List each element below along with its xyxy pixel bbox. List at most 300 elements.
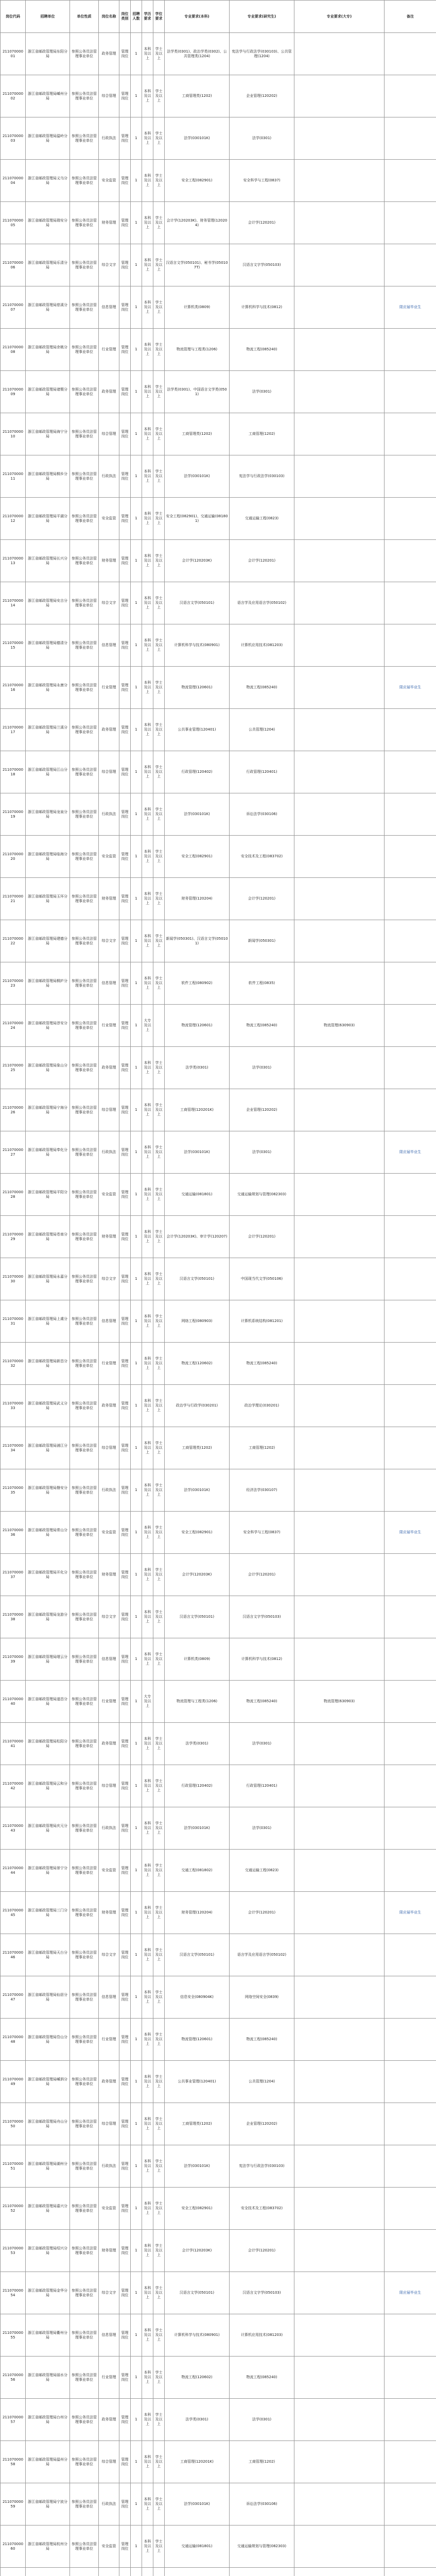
major-college-cell [294,1131,385,1174]
major-college-cell [294,2526,385,2568]
major-college-cell [294,1934,385,1976]
unit-type-cell: 参照公务员法管理事业单位 [70,498,99,540]
degree-cell: 学士及以上 [153,33,165,75]
degree-cell: 学士及以上 [153,1934,165,1976]
major-undergrad-cell: 汉语言文学(050101) [165,2272,230,2314]
unit-type-cell: 参照公务员法管理事业单位 [70,1300,99,1343]
headcount-cell: 1 [131,1089,142,1131]
remarks-cell [385,1681,436,1723]
table-row [1,2230,436,2272]
position-name-cell: 行业管理 [99,329,119,371]
table-row [1,75,436,117]
major-graduate-cell: 法学(0301) [230,371,294,413]
education-cell: 本科及以上 [142,286,153,329]
position-type-cell: 管理岗位 [119,1723,131,1765]
unit-type-cell [70,2568,99,2576]
major-graduate-cell: 计算机应用技术(081203) [230,2314,294,2357]
table-row [1,117,436,160]
position-name-cell: 综合文字 [99,1596,119,1638]
unit-type-cell: 参照公务员法管理事业单位 [70,624,99,667]
unit-type-cell: 参照公务员法管理事业单位 [70,455,99,498]
degree-cell: 学士及以上 [153,920,165,962]
employer-cell: 浙江省邮政管理局德清分局 [26,624,70,667]
major-undergrad-cell: 法学(030101K) [165,2483,230,2526]
education-cell: 本科及以上 [142,1131,153,1174]
remarks-cell [385,751,436,793]
position-type-cell: 管理岗位 [119,1681,131,1723]
degree-cell: 学士及以上 [153,371,165,413]
major-college-cell [294,202,385,244]
header-position-type: 岗位类别 [119,1,131,33]
degree-cell: 学士及以上 [153,2103,165,2145]
unit-type-cell: 参照公务员法管理事业单位 [70,1807,99,1850]
major-undergrad-cell: 软件工程(080902) [165,962,230,1005]
remarks-cell [385,2061,436,2103]
major-graduate-cell: 交通运输规划与管理(082303) [230,1174,294,1216]
education-cell: 本科及以上 [142,117,153,160]
education-cell: 本科及以上 [142,2145,153,2188]
major-graduate-cell: 法学(0301) [230,1047,294,1089]
table-header-row [1,1,436,33]
major-undergrad-cell: 计算机类(0809) [165,286,230,329]
major-college-cell [294,1892,385,1934]
unit-type-cell: 参照公务员法管理事业单位 [70,1174,99,1216]
job-code-cell: 21107000006 [1,244,26,286]
major-undergrad-cell: 物流工程(120602) [165,1343,230,1385]
job-code-cell: 21107000056 [1,2357,26,2399]
unit-type-cell: 参照公务员法管理事业单位 [70,33,99,75]
major-graduate-cell: 企业管理(120202) [230,75,294,117]
remarks-cell [385,1089,436,1131]
remarks-cell [385,329,436,371]
education-cell: 本科及以上 [142,2483,153,2526]
unit-type-cell: 参照公务员法管理事业单位 [70,1723,99,1765]
position-name-cell: 行政执法 [99,793,119,836]
major-college-cell [294,1300,385,1343]
position-type-cell: 管理岗位 [119,2526,131,2568]
position-name-cell: 政务管理 [99,2399,119,2441]
unit-type-cell: 参照公务员法管理事业单位 [70,2399,99,2441]
employer-cell: 浙江省邮政管理局淳安分局 [26,1005,70,1047]
job-code-cell: 21107000050 [1,2103,26,2145]
major-undergrad-cell: 安全工程(082901) [165,836,230,878]
job-code-cell: 21107000044 [1,1850,26,1892]
major-undergrad-cell: 信息安全(080904K) [165,1976,230,2019]
remarks-cell [385,1216,436,1258]
major-college-cell [294,836,385,878]
position-name-cell: 综合管理 [99,2103,119,2145]
remarks-cell: 限应届毕业生 [385,286,436,329]
headcount-cell: 1 [131,624,142,667]
table-row [1,2399,436,2441]
education-cell: 本科及以上 [142,75,153,117]
job-code-cell: 21107000031 [1,1300,26,1343]
remarks-cell [385,1554,436,1596]
education-cell: 本科及以上 [142,540,153,582]
employer-cell: 浙江省邮政管理局遂昌分局 [26,1681,70,1723]
degree-cell: 学士及以上 [153,878,165,920]
education-cell: 本科及以上 [142,1300,153,1343]
degree-cell: 学士及以上 [153,202,165,244]
headcount-cell: 1 [131,2314,142,2357]
major-college-cell [294,624,385,667]
unit-type-cell: 参照公务员法管理事业单位 [70,1089,99,1131]
education-cell: 本科及以上 [142,2441,153,2483]
unit-type-cell: 参照公务员法管理事业单位 [70,1892,99,1934]
table-row [1,1216,436,1258]
position-name-cell: 安全监管 [99,160,119,202]
major-graduate-cell: 法学(0301) [230,2399,294,2441]
position-name-cell: 行业管理 [99,2019,119,2061]
education-cell: 本科及以上 [142,2019,153,2061]
position-name-cell: 信息管理 [99,1638,119,1681]
table-row [1,2441,436,2483]
header-job-code: 岗位代码 [1,1,26,33]
employer-cell: 浙江省邮政管理局江山分局 [26,751,70,793]
major-undergrad-cell: 交通运输(081801) [165,1174,230,1216]
position-type-cell: 管理岗位 [119,2019,131,2061]
education-cell: 本科及以上 [142,1343,153,1385]
major-undergrad-cell: 法学类(0301) [165,1047,230,1089]
remarks-cell [385,582,436,624]
unit-type-cell: 参照公务员法管理事业单位 [70,1765,99,1807]
job-code-cell: 21107000016 [1,667,26,709]
headcount-cell: 1 [131,1512,142,1554]
headcount-cell: 1 [131,117,142,160]
position-name-cell: 综合文字 [99,1258,119,1300]
degree-cell: 学士及以上 [153,2357,165,2399]
degree-cell: 学士及以上 [153,2314,165,2357]
remarks-cell [385,1469,436,1512]
education-cell: 本科及以上 [142,624,153,667]
education-cell: 本科及以上 [142,2399,153,2441]
position-name-cell: 综合文字 [99,582,119,624]
job-code-cell: 21107000030 [1,1258,26,1300]
headcount-cell: 1 [131,1258,142,1300]
table-row [1,1089,436,1131]
major-graduate-cell: 会计学(120201) [230,2230,294,2272]
employer-cell: 浙江省邮政管理局苍南分局 [26,1216,70,1258]
education-cell: 本科及以上 [142,2230,153,2272]
employer-cell: 浙江省邮政管理局温岭分局 [26,117,70,160]
major-undergrad-cell: 法学(030101K) [165,2145,230,2188]
unit-type-cell: 参照公务员法管理事业单位 [70,329,99,371]
degree-cell: 学士及以上 [153,709,165,751]
job-code-cell: 21107000040 [1,1681,26,1723]
major-undergrad-cell: 工商管理类(1202) [165,2103,230,2145]
major-graduate-cell: 公共管理(1204) [230,709,294,751]
unit-type-cell: 参照公务员法管理事业单位 [70,751,99,793]
major-undergrad-cell: 工商管理(120201K) [165,1089,230,1131]
headcount-cell: 1 [131,2526,142,2568]
degree-cell: 学士及以上 [153,1258,165,1300]
education-cell: 本科及以上 [142,1765,153,1807]
major-graduate-cell: 语言学及应用语言学(050102) [230,1934,294,1976]
unit-type-cell: 参照公务员法管理事业单位 [70,2526,99,2568]
remarks-cell [385,244,436,286]
major-undergrad-cell: 财务管理(120204) [165,878,230,920]
job-code-cell: 21107000010 [1,413,26,455]
degree-cell: 学士及以上 [153,2483,165,2526]
job-code-cell: 21107000045 [1,1892,26,1934]
major-college-cell [294,2145,385,2188]
position-type-cell: 管理岗位 [119,1807,131,1850]
table-row [1,2103,436,2145]
major-college-cell [294,1385,385,1427]
position-type-cell: 管理岗位 [119,2399,131,2441]
education-cell: 本科及以上 [142,2188,153,2230]
education-cell: 本科及以上 [142,329,153,371]
table-row [1,1427,436,1469]
major-graduate-cell: 政治学理论(030201) [230,1385,294,1427]
major-graduate-cell: 物流工程(085240) [230,2019,294,2061]
remarks-cell [385,1723,436,1765]
unit-type-cell: 参照公务员法管理事业单位 [70,1343,99,1385]
degree-cell: 学士及以上 [153,751,165,793]
header-degree: 学位要求 [153,1,165,33]
major-graduate-cell: 安全科学与工程(0837) [230,1512,294,1554]
major-college-cell [294,75,385,117]
table-row [1,1343,436,1385]
table-row [1,1976,436,2019]
employer-cell: 浙江省邮政管理局武义分局 [26,1385,70,1427]
education-cell: 本科及以上 [142,1850,153,1892]
position-name-cell: 综合管理 [99,75,119,117]
headcount-cell: 1 [131,2399,142,2441]
remarks-cell [385,2526,436,2568]
degree-cell: 学士及以上 [153,1723,165,1765]
employer-cell: 浙江省邮政管理局东阳分局 [26,33,70,75]
major-undergrad-cell: 行政管理(120402) [165,751,230,793]
employer-cell: 浙江省邮政管理局临海分局 [26,836,70,878]
headcount-cell: 1 [131,667,142,709]
job-code-cell: 21107000015 [1,624,26,667]
position-name-cell: 财务管理 [99,1892,119,1934]
major-undergrad-cell: 法学(030101K) [165,1131,230,1174]
header-major-undergrad: 专业要求(本科) [165,1,230,33]
job-code-cell: 21107000011 [1,455,26,498]
remarks-cell [385,1343,436,1385]
header-employer: 招聘单位 [26,1,70,33]
headcount-cell: 1 [131,498,142,540]
unit-type-cell: 参照公务员法管理事业单位 [70,2103,99,2145]
education-cell: 本科及以上 [142,878,153,920]
header-major-graduate: 专业要求(研究生) [230,1,294,33]
remarks-cell [385,2314,436,2357]
remarks-cell [385,117,436,160]
employer-cell: 浙江省邮政管理局安吉分局 [26,582,70,624]
headcount-cell: 1 [131,878,142,920]
headcount-cell: 1 [131,1892,142,1934]
major-college-cell [294,2357,385,2399]
major-undergrad-cell: 工商管理(120201K) [165,2441,230,2483]
position-type-cell: 管理岗位 [119,2103,131,2145]
position-type-cell: 管理岗位 [119,1174,131,1216]
degree-cell: 学士及以上 [153,1047,165,1089]
degree-cell: 学士及以上 [153,1427,165,1469]
headcount-cell: 1 [131,1934,142,1976]
major-undergrad-cell: 会计学(120203K)、审计学(120207) [165,1216,230,1258]
headcount-cell: 1 [131,2272,142,2314]
major-undergrad-cell [165,2568,230,2576]
education-cell: 本科及以上 [142,2526,153,2568]
position-name-cell: 政务管理 [99,1385,119,1427]
employer-cell: 浙江省邮政管理局开化分局 [26,1554,70,1596]
job-code-cell: 21107000049 [1,2061,26,2103]
job-code-cell: 21107000002 [1,75,26,117]
education-cell [142,2568,153,2576]
degree-cell: 学士及以上 [153,244,165,286]
employer-cell: 浙江省邮政管理局仙居分局 [26,1976,70,2019]
employer-cell: 浙江省邮政管理局瑞安分局 [26,202,70,244]
employer-cell: 浙江省邮政管理局诸暨分局 [26,371,70,413]
position-type-cell: 管理岗位 [119,1850,131,1892]
unit-type-cell: 参照公务员法管理事业单位 [70,920,99,962]
headcount-cell: 1 [131,1723,142,1765]
education-cell: 本科及以上 [142,920,153,962]
position-type-cell: 管理岗位 [119,1047,131,1089]
table-row [1,751,436,793]
unit-type-cell: 参照公务员法管理事业单位 [70,1850,99,1892]
degree-cell: 学士及以上 [153,962,165,1005]
unit-type-cell: 参照公务员法管理事业单位 [70,2314,99,2357]
major-undergrad-cell: 物流工程(120602) [165,2357,230,2399]
job-code-cell [1,2568,26,2576]
table-row [1,2019,436,2061]
headcount-cell: 1 [131,1131,142,1174]
unit-type-cell: 参照公务员法管理事业单位 [70,2357,99,2399]
education-cell: 本科及以上 [142,244,153,286]
job-code-cell: 21107000058 [1,2441,26,2483]
headcount-cell: 1 [131,1174,142,1216]
remarks-cell [385,878,436,920]
major-graduate-cell: 物流工程(085240) [230,2357,294,2399]
table-row [1,2188,436,2230]
headcount-cell: 1 [131,33,142,75]
position-type-cell: 管理岗位 [119,2188,131,2230]
job-code-cell: 21107000004 [1,160,26,202]
major-undergrad-cell: 法学类(0301)、政治学类(0302)、公共管理类(1204) [165,33,230,75]
employer-cell: 浙江省邮政管理局松阳分局 [26,1723,70,1765]
unit-type-cell: 参照公务员法管理事业单位 [70,540,99,582]
position-name-cell: 安全监管 [99,2188,119,2230]
job-code-cell: 21107000026 [1,1089,26,1131]
major-college-cell [294,371,385,413]
degree-cell: 学士及以上 [153,2526,165,2568]
unit-type-cell: 参照公务员法管理事业单位 [70,1554,99,1596]
major-college-cell [294,160,385,202]
remarks-cell [385,1427,436,1469]
position-type-cell: 管理岗位 [119,2441,131,2483]
job-code-cell: 21107000037 [1,1554,26,1596]
position-name-cell: 安全监管 [99,1512,119,1554]
remarks-cell [385,1047,436,1089]
employer-cell: 浙江省邮政管理局长兴分局 [26,540,70,582]
position-name-cell: 行业管理 [99,1343,119,1385]
employer-cell: 浙江省邮政管理局上虞分局 [26,1300,70,1343]
degree-cell: 学士及以上 [153,329,165,371]
position-type-cell: 管理岗位 [119,1427,131,1469]
position-type-cell: 管理岗位 [119,920,131,962]
major-college-cell [294,793,385,836]
major-undergrad-cell: 汉语言文学(050101) [165,1934,230,1976]
education-cell: 本科及以上 [142,2314,153,2357]
position-type-cell: 管理岗位 [119,2272,131,2314]
table-row [1,1047,436,1089]
job-code-cell: 21107000043 [1,1807,26,1850]
remarks-cell [385,2483,436,2526]
employer-cell: 浙江省邮政管理局慈溪分局 [26,286,70,329]
headcount-cell: 1 [131,751,142,793]
remarks-cell [385,2399,436,2441]
major-graduate-cell: 计算机科学与技术(0812) [230,1638,294,1681]
unit-type-cell: 参照公务员法管理事业单位 [70,1047,99,1089]
job-code-cell: 21107000034 [1,1427,26,1469]
remarks-cell [385,1005,436,1047]
major-college-cell [294,1216,385,1258]
job-code-cell: 21107000033 [1,1385,26,1427]
major-college-cell [294,751,385,793]
position-name-cell: 财务管理 [99,1554,119,1596]
remarks-cell [385,1765,436,1807]
remarks-cell [385,2568,436,2576]
headcount-cell: 1 [131,286,142,329]
education-cell: 本科及以上 [142,1469,153,1512]
remarks-cell [385,455,436,498]
headcount-cell: 1 [131,709,142,751]
education-cell: 本科及以上 [142,1216,153,1258]
job-code-cell: 21107000059 [1,2483,26,2526]
table-row [1,2526,436,2568]
employer-cell: 浙江省邮政管理局乐清分局 [26,244,70,286]
position-name-cell: 综合管理 [99,1089,119,1131]
position-type-cell: 管理岗位 [119,1131,131,1174]
position-name-cell: 政务管理 [99,371,119,413]
table-row [1,1131,436,1174]
job-code-cell: 21107000012 [1,498,26,540]
table-row [1,836,436,878]
employer-cell: 浙江省邮政管理局宁海分局 [26,1089,70,1131]
major-graduate-cell: 计算机应用技术(081203) [230,624,294,667]
table-row [1,1723,436,1765]
table-row [1,1596,436,1638]
remarks-cell [385,2019,436,2061]
education-cell: 本科及以上 [142,1638,153,1681]
degree-cell: 学士及以上 [153,2188,165,2230]
degree-cell: 学士及以上 [153,286,165,329]
position-name-cell: 安全监管 [99,1174,119,1216]
position-name-cell: 综合文字 [99,1934,119,1976]
position-name-cell: 政务管理 [99,709,119,751]
major-graduate-cell: 会计学(120201) [230,1216,294,1258]
position-name-cell: 行政执法 [99,1131,119,1174]
employer-cell: 浙江省邮政管理局温州分局 [26,2441,70,2483]
degree-cell: 学士及以上 [153,1596,165,1638]
table-row [1,1174,436,1216]
position-name-cell: 财务管理 [99,2230,119,2272]
headcount-cell: 1 [131,1638,142,1681]
major-graduate-cell: 新闻学(050301) [230,920,294,962]
headcount-cell [131,2568,142,2576]
headcount-cell: 1 [131,1300,142,1343]
education-cell: 本科及以上 [142,962,153,1005]
job-code-cell: 21107000028 [1,1174,26,1216]
headcount-cell: 1 [131,1005,142,1047]
major-graduate-cell: 物流工程(085240) [230,667,294,709]
major-graduate-cell: 物流工程(085240) [230,1343,294,1385]
job-code-cell: 21107000003 [1,117,26,160]
major-graduate-cell: 交通运输工程(0823) [230,498,294,540]
